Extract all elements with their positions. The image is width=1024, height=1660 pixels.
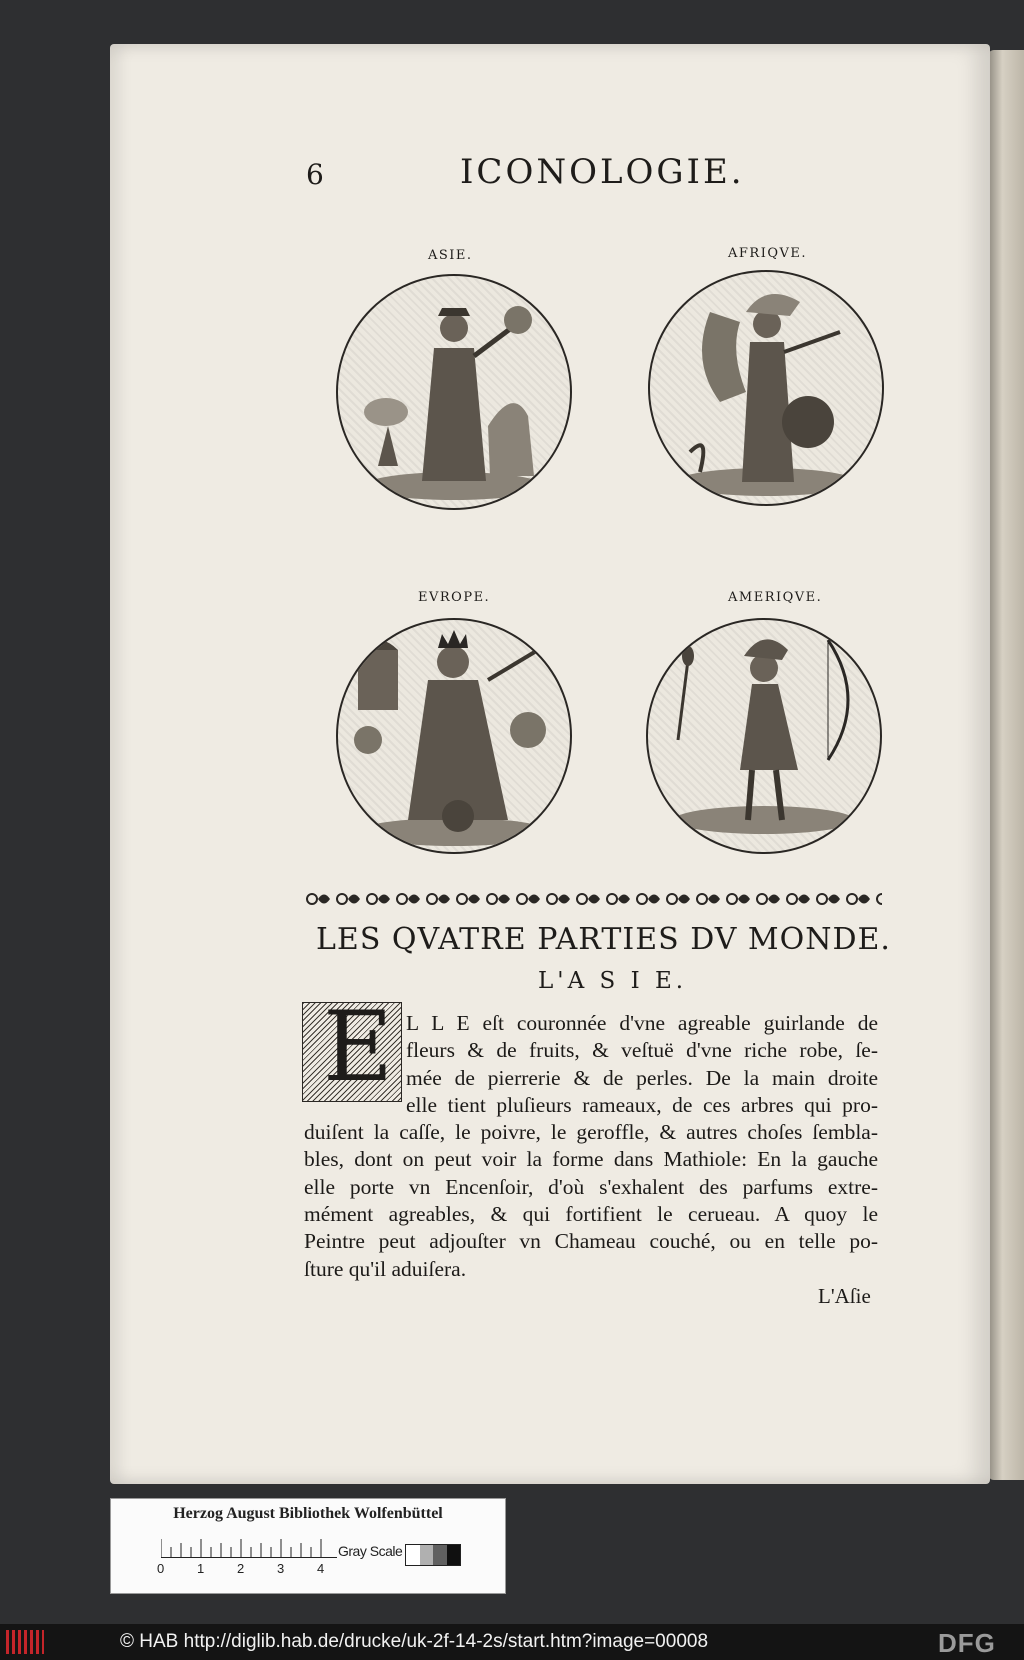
text-line: duiſent la caſſe, le poivre, le geroffle, & autres choſes ſembla- (304, 1120, 878, 1145)
medallion-label-asie: ASIE. (428, 248, 473, 263)
text-line: mée de pierrerie & de perles. De la main droite (406, 1065, 878, 1090)
text-line: elle porte vn Encenſoir, d'où s'exhalent des parfums extre- (304, 1174, 878, 1199)
gray-scale-label: Gray Scale (338, 1543, 403, 1559)
america-allegory-figure (648, 620, 880, 852)
ruler-label: 0 (157, 1561, 165, 1576)
copyright-url[interactable]: © HAB http://diglib.hab.de/drucke/uk-2f-14-2s/start.htm?image=00008 (120, 1631, 709, 1652)
section-title: LES QVATRE PARTIES DV MONDE. (316, 922, 891, 957)
asia-allegory-figure (338, 276, 570, 508)
text-line: bles, dont on peut voir la forme dans Mathiole: En la gauche (304, 1147, 878, 1172)
text-line: mément agreables, & qui fortifient le cerueau. A quoy le (304, 1202, 878, 1227)
running-head: ICONOLOGIE. (460, 152, 745, 192)
europe-allegory-figure (338, 620, 570, 852)
asia-medallion (336, 274, 572, 510)
text-line: fleurs & de fruits, & veſtuë d'vne riche robe, ſe- (406, 1038, 878, 1063)
ruler-label: 1 (197, 1561, 205, 1576)
subsection-title: L'A S I E. (538, 968, 688, 994)
page-number: 6 (306, 158, 324, 191)
africa-medallion (648, 270, 884, 506)
next-page-edge (988, 50, 1024, 1480)
ruler-label: 3 (277, 1561, 285, 1576)
hab-logo-icon (6, 1630, 44, 1654)
medallion-label-afrique: AFRIQVE. (728, 246, 807, 261)
ruler-label: 2 (237, 1561, 245, 1576)
dfg-logo: DFG (938, 1628, 996, 1658)
africa-allegory-figure (650, 272, 882, 504)
gray-scale-swatches (405, 1544, 461, 1566)
ruler-label: 4 (317, 1561, 325, 1576)
medallion-label-europe: EVROPE. (418, 590, 491, 605)
text-line: Peintre peut adjouſter vn Chameau couché, ou en telle po- (304, 1229, 878, 1254)
medallion-label-amerique: AMERIQVE. (728, 590, 823, 605)
text-line: elle tient pluſieurs rameaux, de ces arbres qui pro- (406, 1092, 878, 1117)
catchword: L'Aſie (818, 1284, 871, 1308)
europe-medallion (336, 618, 572, 854)
america-medallion (646, 618, 882, 854)
library-name: Herzog August Bibliothek Wolfenbüttel (173, 1505, 443, 1522)
body-paragraph (304, 1010, 878, 1283)
text-line: L L E eſt couronnée d'vne agreable guirlande de (406, 1011, 878, 1035)
footer-bar (0, 1624, 1024, 1660)
scale-ruler (161, 1539, 337, 1558)
ornament-band (304, 886, 882, 912)
text-line: ſture qu'il aduiſera. (304, 1256, 467, 1281)
drop-cap-letter: E (323, 991, 394, 1103)
color-calibration-bar (110, 1498, 506, 1594)
